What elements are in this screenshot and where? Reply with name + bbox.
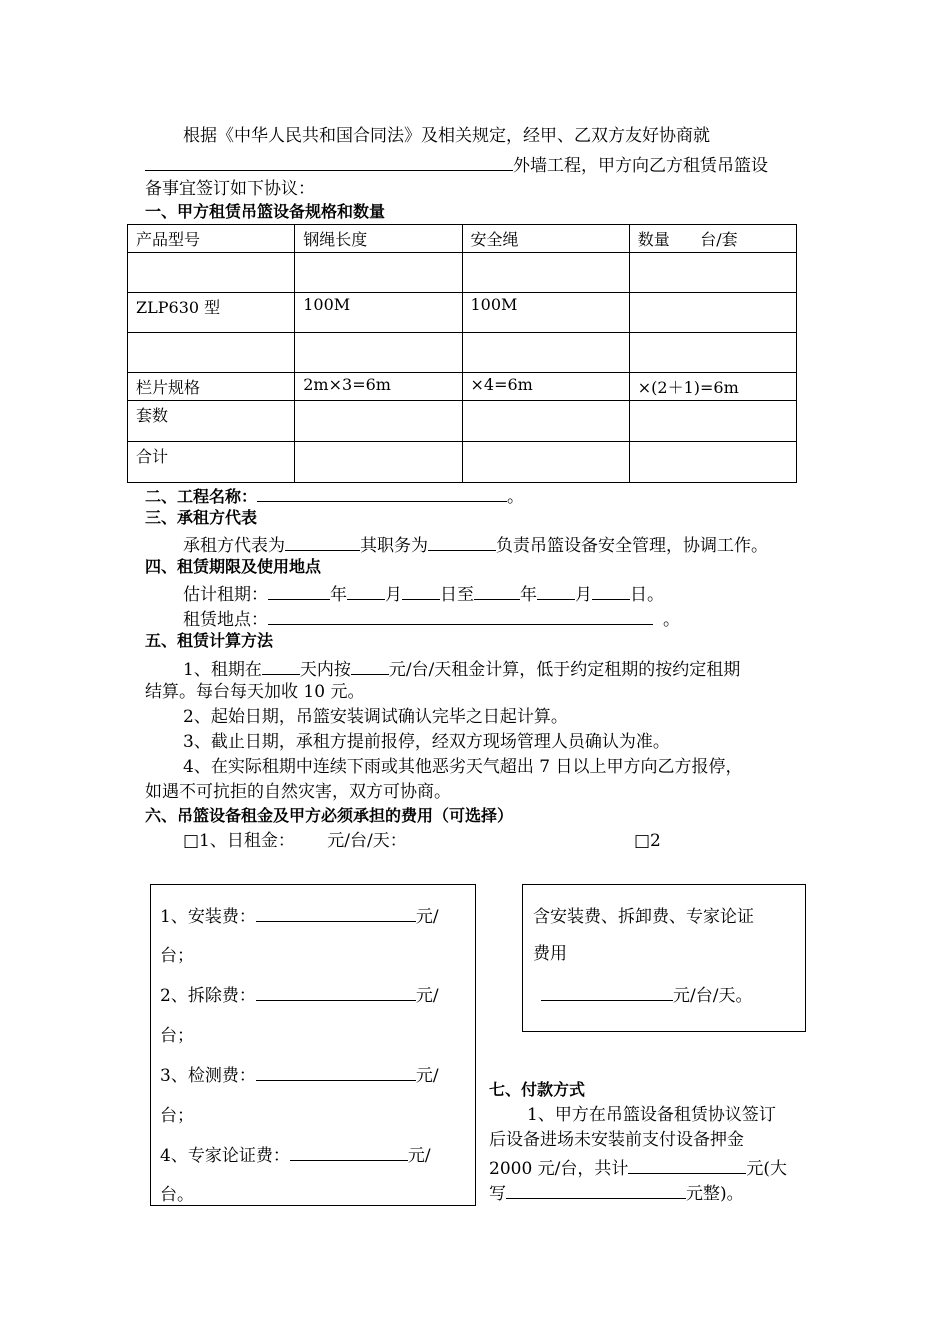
- end-year-blank[interactable]: [474, 581, 520, 600]
- end-month-blank[interactable]: [537, 581, 575, 600]
- table-cell[interactable]: 100M: [295, 293, 462, 333]
- table-cell[interactable]: [629, 442, 796, 483]
- inspect-label: 3、检测费：: [160, 1066, 256, 1086]
- option-2-checkbox[interactable]: □2: [634, 831, 661, 851]
- year-label: 年: [330, 585, 347, 605]
- calc-item-1: [183, 656, 740, 681]
- table-row: [128, 253, 797, 293]
- intro-line-1: 根据《中华人民共和国合同法》及相关规定，经甲、乙双方友好协商就: [183, 126, 710, 146]
- calc-item-4-cont: 如遇不可抗拒的自然灾害，双方可协商。: [145, 782, 451, 802]
- table-cell[interactable]: [629, 293, 796, 333]
- remove-fee-blank[interactable]: [256, 982, 416, 1001]
- table-row: [128, 401, 797, 442]
- table-cell[interactable]: 100M: [462, 293, 629, 333]
- expert-fee-line: [160, 1141, 431, 1166]
- table-cell[interactable]: [295, 401, 462, 442]
- table-cell[interactable]: 2m×3=6m: [295, 373, 462, 401]
- deposit-capital-blank[interactable]: [506, 1180, 686, 1199]
- table-cell[interactable]: 套数: [128, 401, 295, 442]
- inclusive-line-2: 费用: [533, 944, 567, 964]
- table-row: [128, 373, 797, 401]
- place-label: 租赁地点：: [183, 610, 268, 630]
- table-cell[interactable]: 合计: [128, 442, 295, 483]
- inclusive-rate-blank[interactable]: [541, 982, 673, 1001]
- table-row: [128, 442, 797, 483]
- expert-label: 4、专家论证费：: [160, 1146, 290, 1166]
- section-6-heading: 六、吊篮设备租金及甲方必须承担的费用（可选择）: [145, 806, 514, 825]
- deposit-total-blank[interactable]: [628, 1155, 746, 1174]
- payment-line-1: 1、甲方在吊篮设备租赁协议签订: [527, 1105, 776, 1125]
- inclusive-unit: 元/台/天。: [673, 986, 753, 1006]
- table-cell[interactable]: [629, 401, 796, 442]
- section-3-text: [183, 532, 768, 557]
- header-cell: 钢绳长度: [295, 225, 462, 253]
- section-2: [145, 483, 524, 508]
- day-label: 日。: [630, 585, 664, 605]
- rep-label: 承租方代表为: [183, 536, 285, 556]
- install-label: 1、安装费：: [160, 907, 256, 927]
- section-3-heading: 三、承租方代表: [145, 508, 258, 527]
- intro-line-2: [145, 152, 768, 177]
- calc-item-3: 3、截止日期，承租方提前报停，经双方现场管理人员确认为准。: [183, 732, 670, 752]
- inspect-fee-line: [160, 1061, 439, 1086]
- place-blank[interactable]: [268, 606, 653, 625]
- inclusive-rate-box: [522, 884, 806, 1032]
- rep-name-blank[interactable]: [285, 532, 360, 551]
- day-to-label: 日至: [440, 585, 474, 605]
- table-cell[interactable]: ×(2＋1)=6m: [629, 373, 796, 401]
- payment-line-3: [489, 1155, 787, 1180]
- fee-box: [150, 884, 476, 1206]
- table-row: [128, 333, 797, 373]
- year-label: 年: [520, 585, 537, 605]
- end-day-blank[interactable]: [592, 581, 630, 600]
- unit-tai: 台；: [160, 1106, 194, 1126]
- month-label: 月: [575, 585, 592, 605]
- table-cell[interactable]: [295, 333, 462, 373]
- unit-label: 元/: [407, 1146, 431, 1166]
- place-end: 。: [663, 610, 680, 630]
- section-2-end: 。: [507, 487, 525, 507]
- payment-line-4: [489, 1180, 744, 1205]
- unit-tai: 台；: [160, 1026, 194, 1046]
- expert-fee-blank[interactable]: [290, 1142, 408, 1161]
- table-cell[interactable]: [462, 333, 629, 373]
- unit-tai-end: 台。: [160, 1185, 194, 1205]
- install-fee-blank[interactable]: [256, 903, 416, 922]
- payment-line-2: 后设备进场未安装前支付设备押金: [489, 1130, 744, 1150]
- rental-place-line: [183, 606, 680, 631]
- remove-label: 2、拆除费：: [160, 986, 256, 1006]
- inspect-fee-blank[interactable]: [256, 1062, 416, 1081]
- start-day-blank[interactable]: [402, 581, 440, 600]
- calc-item-2: 2、起始日期，吊篮安装调试确认完毕之日起计算。: [183, 707, 568, 727]
- table-cell[interactable]: [295, 442, 462, 483]
- install-fee-line: [160, 902, 439, 927]
- intro-line-2-text: 外墙工程，甲方向乙方租赁吊篮设: [513, 156, 768, 176]
- rental-period-line: [183, 581, 664, 606]
- project-blank[interactable]: [145, 152, 513, 171]
- unit-tai: 台；: [160, 946, 194, 966]
- table-cell[interactable]: [462, 401, 629, 442]
- table-cell[interactable]: [462, 253, 629, 293]
- capital-label: 写: [489, 1184, 506, 1204]
- table-cell[interactable]: [462, 442, 629, 483]
- table-cell[interactable]: [128, 253, 295, 293]
- header-cell: 数量 台/套: [629, 225, 796, 253]
- table-cell[interactable]: ×4=6m: [462, 373, 629, 401]
- month-label: 月: [385, 585, 402, 605]
- start-year-blank[interactable]: [268, 581, 330, 600]
- inclusive-line-1: 含安装费、拆卸费、专家论证: [533, 907, 754, 927]
- calc-text: 1、租期在: [183, 660, 262, 680]
- unit-label: 元/: [415, 1066, 439, 1086]
- intro-line-3: 备事宜签订如下协议：: [145, 179, 315, 199]
- option-1-checkbox[interactable]: □1、日租金： 元/台/天：: [183, 831, 407, 851]
- start-month-blank[interactable]: [347, 581, 385, 600]
- days-blank[interactable]: [262, 656, 300, 675]
- remove-fee-line: [160, 981, 439, 1006]
- deposit-unit: 元(大: [746, 1159, 788, 1179]
- capital-unit: 元整)。: [686, 1184, 744, 1204]
- header-cell: 产品型号: [128, 225, 295, 253]
- unit-label: 元/: [415, 907, 439, 927]
- table-cell[interactable]: [128, 333, 295, 373]
- section-5-heading: 五、租赁计算方法: [145, 631, 274, 650]
- table-cell[interactable]: [629, 253, 796, 293]
- project-name-blank[interactable]: [257, 483, 507, 502]
- period-label: 估计租期：: [183, 585, 268, 605]
- inclusive-line-3: [541, 981, 752, 1006]
- section-7-heading: 七、付款方式: [489, 1080, 586, 1099]
- rep-duty-text: 负责吊篮设备安全管理，协调工作。: [496, 536, 768, 556]
- rep-title-blank[interactable]: [428, 532, 496, 551]
- header-cell: 安全绳: [462, 225, 629, 253]
- deposit-text: 2000 元/台，共计: [489, 1159, 629, 1179]
- calc-text: 元/台/天租金计算，低于约定租期的按约定租期: [388, 660, 741, 680]
- table-cell[interactable]: 栏片规格: [128, 373, 295, 401]
- calc-text: 天内按: [299, 660, 351, 680]
- unit-label: 元/: [415, 986, 439, 1006]
- table-cell[interactable]: [629, 333, 796, 373]
- rep-title-label: 其职务为: [360, 536, 428, 556]
- table-cell[interactable]: ZLP630 型: [128, 293, 295, 333]
- section-4-heading: 四、租赁期限及使用地点: [145, 557, 322, 576]
- table-header-row: [128, 225, 797, 253]
- calc-item-4: 4、在实际租期中连续下雨或其他恶劣天气超出 7 日以上甲方向乙方报停，: [183, 757, 743, 777]
- table-cell[interactable]: [295, 253, 462, 293]
- spec-table: [127, 224, 797, 483]
- section-2-heading: 二、工程名称：: [145, 487, 258, 506]
- table-row: [128, 293, 797, 333]
- section-1-heading: 一、甲方租赁吊篮设备规格和数量: [145, 202, 386, 221]
- rate-blank[interactable]: [351, 656, 389, 675]
- calc-item-1-cont: 结算。每台每天加收 10 元。: [145, 682, 365, 702]
